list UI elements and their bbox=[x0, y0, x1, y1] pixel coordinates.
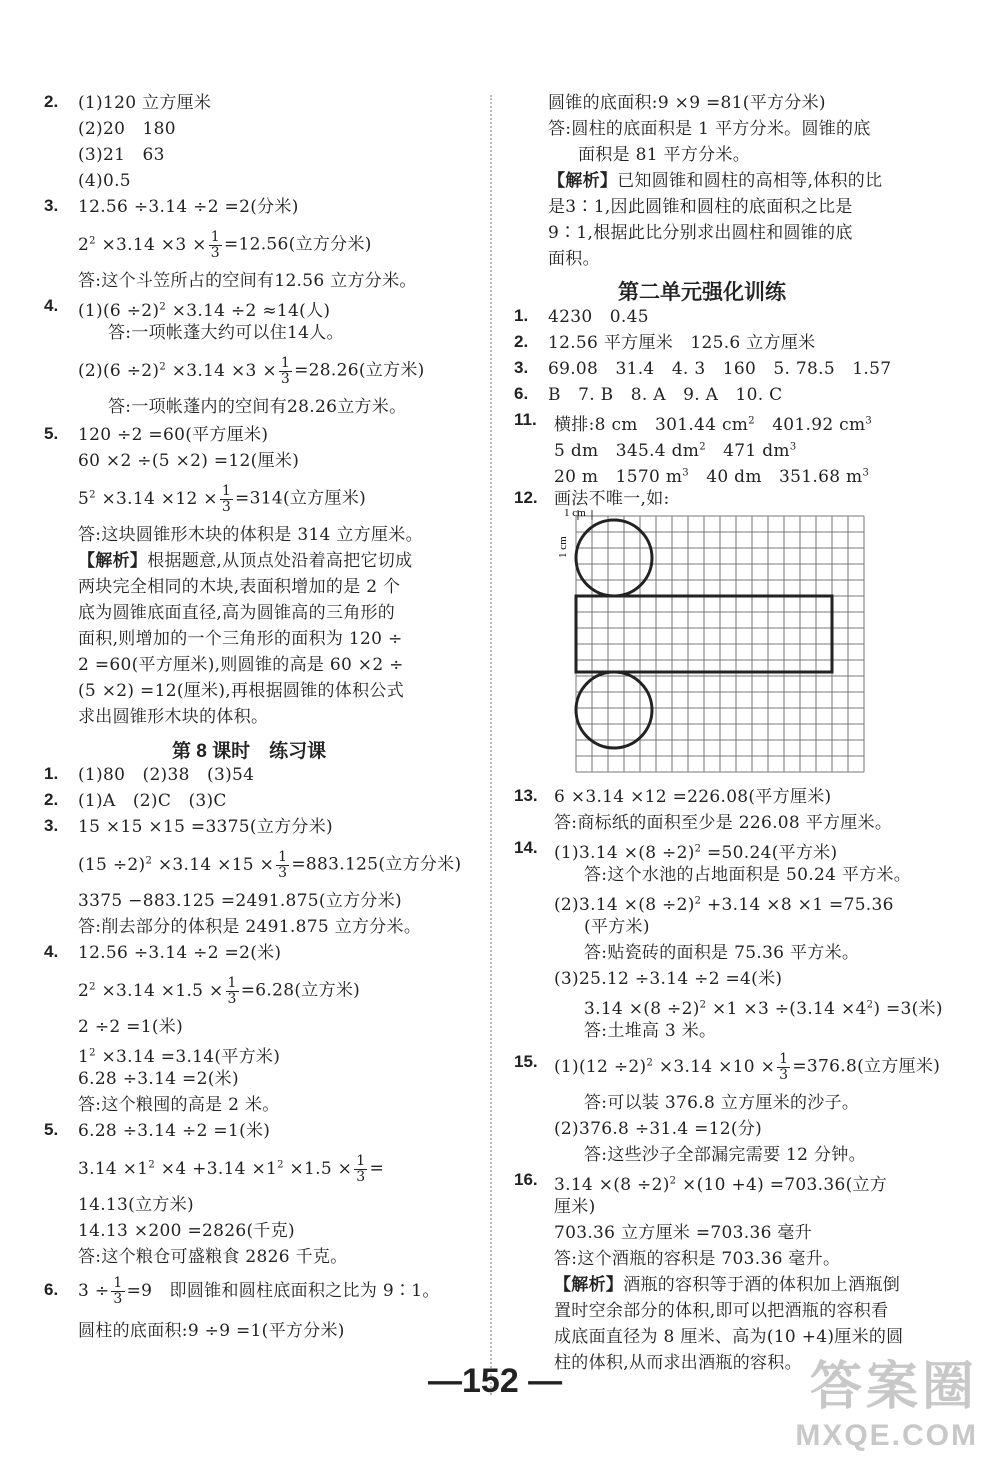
question-number: 2. bbox=[44, 92, 59, 111]
answer-text: 答:一项帐蓬内的空间有28.26立方米。 bbox=[108, 397, 407, 417]
answer-line bbox=[554, 1222, 812, 1244]
answer-result: =376.8(立方厘米) bbox=[792, 1056, 941, 1077]
fraction: $\frac{1}{3}$ bbox=[779, 1050, 789, 1083]
answer-text: 12.56 平方厘米 125.6 立方厘米 bbox=[548, 333, 816, 353]
watermark-url: MXQE.COM bbox=[795, 1419, 978, 1452]
answer-text: $(1)(6 \div 2)^2 \times 3.14 \div 2 \approx 14$(人) bbox=[78, 300, 331, 321]
answer-line bbox=[78, 790, 227, 812]
answer-line bbox=[554, 890, 894, 916]
answer-line bbox=[584, 942, 859, 964]
answer-line bbox=[554, 410, 872, 436]
answer-line bbox=[554, 968, 782, 990]
answer-text: (3)21 63 bbox=[78, 145, 165, 165]
answer-text: $(15 \div 2)^2 \times 3.14 \times 15$ × bbox=[78, 854, 275, 875]
answer-line bbox=[78, 524, 423, 546]
answer-line bbox=[78, 1042, 280, 1068]
answer-line bbox=[554, 1170, 887, 1196]
answer-result: = bbox=[369, 1158, 384, 1179]
answer-text: $(2)(6 \div 2)^2 \times 3.14 \times 3$ × bbox=[78, 360, 277, 381]
question-number: 6. bbox=[514, 384, 529, 403]
answer-line bbox=[78, 1094, 280, 1116]
answer-line bbox=[548, 384, 782, 406]
answer-line bbox=[78, 1068, 239, 1090]
answer-line bbox=[78, 1148, 384, 1186]
answer-text: 答:这块圆锥形木块的体积是 314 立方厘米。 bbox=[78, 525, 423, 545]
answer-text: 答:商标纸的面积至少是 226.08 平方厘米。 bbox=[554, 813, 893, 833]
answer-line bbox=[78, 576, 400, 598]
scale-label-x: 1 cm bbox=[564, 507, 586, 519]
answer-line bbox=[554, 812, 892, 834]
answer-text: 703.36 立方厘米 =703.36 毫升 bbox=[554, 1223, 813, 1243]
answer-text: 答:一项帐蓬大约可以住14人。 bbox=[108, 323, 344, 343]
answer-line bbox=[554, 488, 670, 510]
answer-text: 120 ÷2 =60(平方厘米) bbox=[78, 425, 269, 445]
question-number: 2. bbox=[514, 332, 529, 351]
answer-text: 15 ×15 ×15 =3375(立方分米) bbox=[78, 817, 333, 837]
answer-text: (2)20 180 bbox=[78, 119, 176, 139]
answer-line bbox=[78, 1220, 295, 1242]
answer-text: (1)80 (2)38 (3)54 bbox=[78, 765, 255, 785]
answer-line bbox=[78, 844, 461, 882]
answer-text: 答:贴瓷砖的面积是 75.36 平方米。 bbox=[584, 943, 860, 963]
answer-result: =9 即圆锥和圆柱底面积之比为 9∶1。 bbox=[126, 1281, 440, 1301]
question-number: 4. bbox=[44, 942, 59, 961]
answer-line bbox=[78, 550, 412, 572]
question-number: 4. bbox=[44, 296, 59, 315]
answer-line bbox=[78, 450, 299, 472]
answer-text: 面积是 81 平方分米。 bbox=[578, 145, 751, 165]
question-number: 14. bbox=[514, 838, 538, 857]
answer-text: $(2)3.14 \times(8 \div 2)^2 +3.14 \times 8 \times 1 =75.36$ bbox=[554, 894, 894, 915]
answer-text: 14.13(立方米) bbox=[78, 1195, 194, 1215]
answer-line bbox=[584, 916, 650, 938]
answer-text: 画法不唯一,如: bbox=[554, 489, 670, 509]
unit-heading: 第二单元强化训练 bbox=[618, 281, 786, 304]
fraction: $\frac{1}{3}$ bbox=[221, 482, 232, 515]
answer-line bbox=[78, 654, 404, 676]
answer-text: 3375 −883.125 =2491.875(立方分米) bbox=[78, 891, 402, 911]
net-drawing bbox=[554, 506, 894, 776]
watermark-logo: 答案圈 bbox=[809, 1358, 978, 1416]
answer-line bbox=[78, 890, 402, 912]
answer-text: 6 ×3.14 ×12 =226.08(平方厘米) bbox=[554, 787, 832, 807]
answer-text: $(1)(12 \div 2)^2 \times 3.14 \times 10$ × bbox=[554, 1056, 776, 1077]
question-number: 3. bbox=[514, 358, 529, 377]
answer-text: (平方米) bbox=[584, 917, 650, 937]
answer-line bbox=[78, 196, 299, 218]
answer-line bbox=[548, 248, 600, 270]
question-number: 11. bbox=[514, 410, 537, 429]
question-number: 16. bbox=[514, 1170, 538, 1189]
answer-line bbox=[78, 970, 360, 1008]
answer-text: 2 ÷2 =1(米) bbox=[78, 1017, 184, 1037]
answer-line bbox=[78, 92, 211, 114]
answer-line bbox=[554, 1196, 596, 1218]
answer-text: 6.28 ÷3.14 ÷2 =1(米) bbox=[78, 1121, 271, 1141]
column-divider bbox=[490, 95, 492, 1395]
answer-line bbox=[78, 1274, 440, 1308]
fraction: $\frac{1}{3}$ bbox=[227, 974, 237, 1007]
answer-text: 12.56 ÷3.14 ÷2 =2(米) bbox=[78, 943, 282, 963]
answer-line bbox=[108, 322, 344, 344]
answer-text: 根据题意,从顶点处沿着高把它切成 bbox=[147, 551, 413, 571]
answer-text: 12.56 ÷3.14 ÷2 =2(分米) bbox=[78, 197, 299, 217]
answer-text: 已知圆锥和圆柱的高相等,体积的比 bbox=[617, 171, 883, 191]
analysis-tag: 【解析】 bbox=[78, 551, 148, 571]
answer-text: 厘米) bbox=[554, 1197, 596, 1217]
answer-line bbox=[78, 118, 176, 140]
scale-label-y: 1 cm bbox=[557, 536, 569, 558]
answer-line bbox=[548, 196, 853, 218]
answer-line bbox=[554, 1274, 900, 1296]
answer-text: $3.14 \times(8 \div 2)^2 \times(10 +4) =703.36$(立方 bbox=[554, 1174, 888, 1195]
answer-result: =314(立方厘米) bbox=[235, 488, 367, 509]
bottom-circle bbox=[576, 672, 652, 748]
answer-text: $3.14 \times(8 \div 2)^2 \times 1 \times 3 \div(3.14 \times 4^2) =3$(米) bbox=[584, 998, 943, 1019]
question-number: 3. bbox=[44, 196, 59, 215]
answer-line bbox=[78, 706, 268, 728]
answer-line bbox=[78, 296, 330, 322]
answer-line bbox=[554, 1352, 802, 1374]
answer-text: 是3∶1,因此圆锥和圆柱的底面积之比是 bbox=[548, 197, 853, 217]
answer-text: 面积,则增加的一个三角形的面积为 120 ÷ bbox=[78, 629, 403, 649]
answer-text: $2^2 \times 3.14 \times 3$ × bbox=[78, 234, 207, 255]
analysis-tag: 【解析】 bbox=[554, 1275, 624, 1295]
answer-text: 5 dm 345.4 $dm^2$ 471 $dm^3$ bbox=[554, 440, 797, 461]
question-number: 5. bbox=[44, 1120, 59, 1139]
answer-line bbox=[78, 170, 131, 192]
answer-text: 酒瓶的容积等于酒的体积加上酒瓶倒 bbox=[623, 1275, 901, 1295]
answer-text: (5 ×2) =12(厘米),再根据圆锥的体积公式 bbox=[78, 681, 404, 701]
answer-line bbox=[78, 424, 268, 446]
answer-line bbox=[584, 1092, 859, 1114]
answer-line bbox=[548, 358, 891, 380]
fraction: $\frac{1}{3}$ bbox=[113, 1275, 123, 1307]
answer-result: =28.26(立方米) bbox=[294, 360, 425, 381]
answer-text: 答:可以装 376.8 立方厘米的沙子。 bbox=[584, 1093, 860, 1113]
question-number: 12. bbox=[514, 488, 538, 507]
answer-text: 答:土堆高 3 米。 bbox=[584, 1021, 717, 1041]
answer-text: (1)A (2)C (3)C bbox=[78, 791, 227, 811]
answer-line bbox=[554, 1046, 940, 1084]
answer-text: 4230 0.45 bbox=[548, 307, 649, 327]
answer-line bbox=[548, 92, 826, 114]
answer-line bbox=[78, 680, 404, 702]
answer-text: 答:削去部分的体积是 2491.875 立方分米。 bbox=[78, 917, 422, 937]
answer-text: 置时空余部分的体积,即可以把酒瓶的容积看 bbox=[554, 1301, 889, 1321]
answer-text: 答:这些沙子全部漏完需要 12 分钟。 bbox=[584, 1145, 866, 1165]
answer-line bbox=[554, 462, 869, 488]
answer-line bbox=[584, 864, 911, 886]
answer-line bbox=[584, 994, 943, 1020]
grid-figure bbox=[554, 506, 894, 780]
answer-text: (2)376.8 ÷31.4 =12(分) bbox=[554, 1119, 763, 1139]
answer-text: $2^2 \times 3.14 \times 1.5$ × bbox=[78, 980, 224, 1001]
answer-text: $1^2 \times 3.14 =3.14$(平方米) bbox=[78, 1046, 281, 1067]
answer-text: 圆锥的底面积:9 ×9 =81(平方分米) bbox=[548, 93, 826, 113]
answer-line bbox=[78, 764, 254, 786]
answer-text: (3)25.12 ÷3.14 ÷2 =4(米) bbox=[554, 969, 783, 989]
answer-text: (4)0.5 bbox=[78, 171, 131, 191]
answer-line bbox=[548, 170, 882, 192]
answer-line bbox=[108, 396, 406, 418]
analysis-tag: 【解析】 bbox=[548, 171, 618, 191]
answer-line bbox=[548, 118, 871, 140]
question-number: 15. bbox=[514, 1052, 538, 1071]
answer-text: 答:这个粮仓可盛粮食 2826 千克。 bbox=[78, 1247, 348, 1267]
answer-line bbox=[78, 1016, 183, 1038]
answer-text: $3.14 \times 1^2 \times 4 +3.14 \times 1^2 \times 1.5$ × bbox=[78, 1158, 353, 1179]
answer-line bbox=[548, 222, 853, 244]
answer-line bbox=[578, 144, 750, 166]
answer-line bbox=[554, 786, 832, 808]
answer-text: 9∶1,根据此比分别求出圆柱和圆锥的底 bbox=[548, 223, 853, 243]
answer-text: 圆柱的底面积:9 ÷9 =1(平方分米) bbox=[78, 1321, 345, 1341]
top-circle bbox=[576, 520, 652, 596]
answer-text: 横排:8 cm 301.44 $cm^2$ 401.92 $cm^3$ bbox=[554, 414, 873, 435]
answer-text: 6.28 ÷3.14 =2(米) bbox=[78, 1069, 239, 1089]
answer-text: 底为圆锥底面直径,高为圆锥高的三角形的 bbox=[78, 603, 396, 623]
question-number: 5. bbox=[44, 424, 59, 443]
answer-result: =6.28(立方米) bbox=[240, 980, 361, 1001]
answer-text: 求出圆锥形木块的体积。 bbox=[78, 707, 269, 727]
answer-line bbox=[548, 332, 815, 354]
answer-text: 3 ÷ bbox=[78, 1281, 110, 1301]
answer-text: B 7. B 8. A 9. A 10. C bbox=[548, 385, 783, 405]
answer-text: $5^2 \times 3.14 \times 12$ × bbox=[78, 488, 218, 509]
page-number: —152 — bbox=[428, 1362, 563, 1400]
answer-line bbox=[554, 1118, 762, 1140]
answer-line bbox=[584, 1144, 866, 1166]
answer-text: 20 m 1570 $m^3$ 40 dm 351.68 $m^3$ bbox=[554, 466, 870, 487]
answer-text: 答:圆柱的底面积是 1 平方分米。圆锥的底 bbox=[548, 119, 871, 139]
answer-text: 2 =60(平方厘米),则圆锥的高是 60 ×2 ÷ bbox=[78, 655, 404, 675]
answer-line bbox=[554, 436, 797, 462]
question-number: 1. bbox=[44, 764, 59, 783]
answer-line bbox=[78, 144, 165, 166]
answer-line bbox=[554, 1300, 888, 1322]
answer-text: 69.08 31.4 4. 3 160 5. 78.5 1.57 bbox=[548, 359, 892, 379]
answer-text: 答:这个水池的占地面积是 50.24 平方米。 bbox=[584, 865, 912, 885]
question-number: 1. bbox=[514, 306, 529, 325]
answer-line bbox=[78, 602, 395, 624]
answer-text: 面积。 bbox=[548, 249, 600, 269]
answer-line bbox=[78, 628, 403, 650]
answer-line bbox=[78, 270, 417, 292]
fraction: $\frac{1}{3}$ bbox=[356, 1152, 366, 1185]
question-number: 2. bbox=[44, 790, 59, 809]
answer-line bbox=[78, 1246, 348, 1268]
answer-line bbox=[78, 1120, 270, 1142]
answer-line bbox=[584, 1020, 716, 1042]
answer-text: 答:这个斗笠所占的空间有12.56 立方分米。 bbox=[78, 271, 417, 291]
answer-text: 两块完全相同的木块,表面积增加的是 2 个 bbox=[78, 577, 401, 597]
answer-line bbox=[78, 1320, 345, 1342]
answer-text: 14.13 ×200 =2826(千克) bbox=[78, 1221, 295, 1241]
fraction: $\frac{1}{3}$ bbox=[280, 354, 291, 387]
answer-text: 答:这个酒瓶的容积是 703.36 毫升。 bbox=[554, 1249, 841, 1269]
answer-line bbox=[78, 478, 366, 516]
answer-line bbox=[78, 816, 333, 838]
answer-line bbox=[554, 838, 837, 864]
answer-text: 柱的体积,从而求出酒瓶的容积。 bbox=[554, 1353, 802, 1373]
fraction: $\frac{1}{3}$ bbox=[210, 228, 220, 261]
answer-result: =12.56(立方分米) bbox=[223, 234, 372, 255]
answer-line bbox=[78, 224, 372, 262]
answer-line bbox=[548, 306, 649, 328]
question-number: 13. bbox=[514, 786, 538, 805]
answer-text: 60 ×2 ÷(5 ×2) =12(厘米) bbox=[78, 451, 300, 471]
answer-line bbox=[554, 1248, 840, 1270]
answer-line bbox=[78, 916, 421, 938]
watermark bbox=[795, 1344, 978, 1453]
answer-result: =883.125(立方分米) bbox=[291, 854, 462, 875]
answer-text: 成底面直径为 8 厘米、高为(10 +4)厘米的圆 bbox=[554, 1327, 904, 1347]
fraction: $\frac{1}{3}$ bbox=[278, 848, 288, 881]
answer-line bbox=[78, 1194, 194, 1216]
question-number: 3. bbox=[44, 816, 59, 835]
answer-text: $(1)3.14 \times(8 \div 2)^2 =50.24$(平方米) bbox=[554, 842, 838, 863]
answer-line bbox=[78, 942, 281, 964]
answer-line bbox=[78, 350, 425, 388]
answer-text: 答:这个粮囤的高是 2 米。 bbox=[78, 1095, 280, 1115]
answer-text: (1)120 立方厘米 bbox=[78, 93, 212, 113]
question-number: 6. bbox=[44, 1280, 59, 1299]
lesson-heading: 第 8 课时 练习课 bbox=[172, 741, 327, 762]
